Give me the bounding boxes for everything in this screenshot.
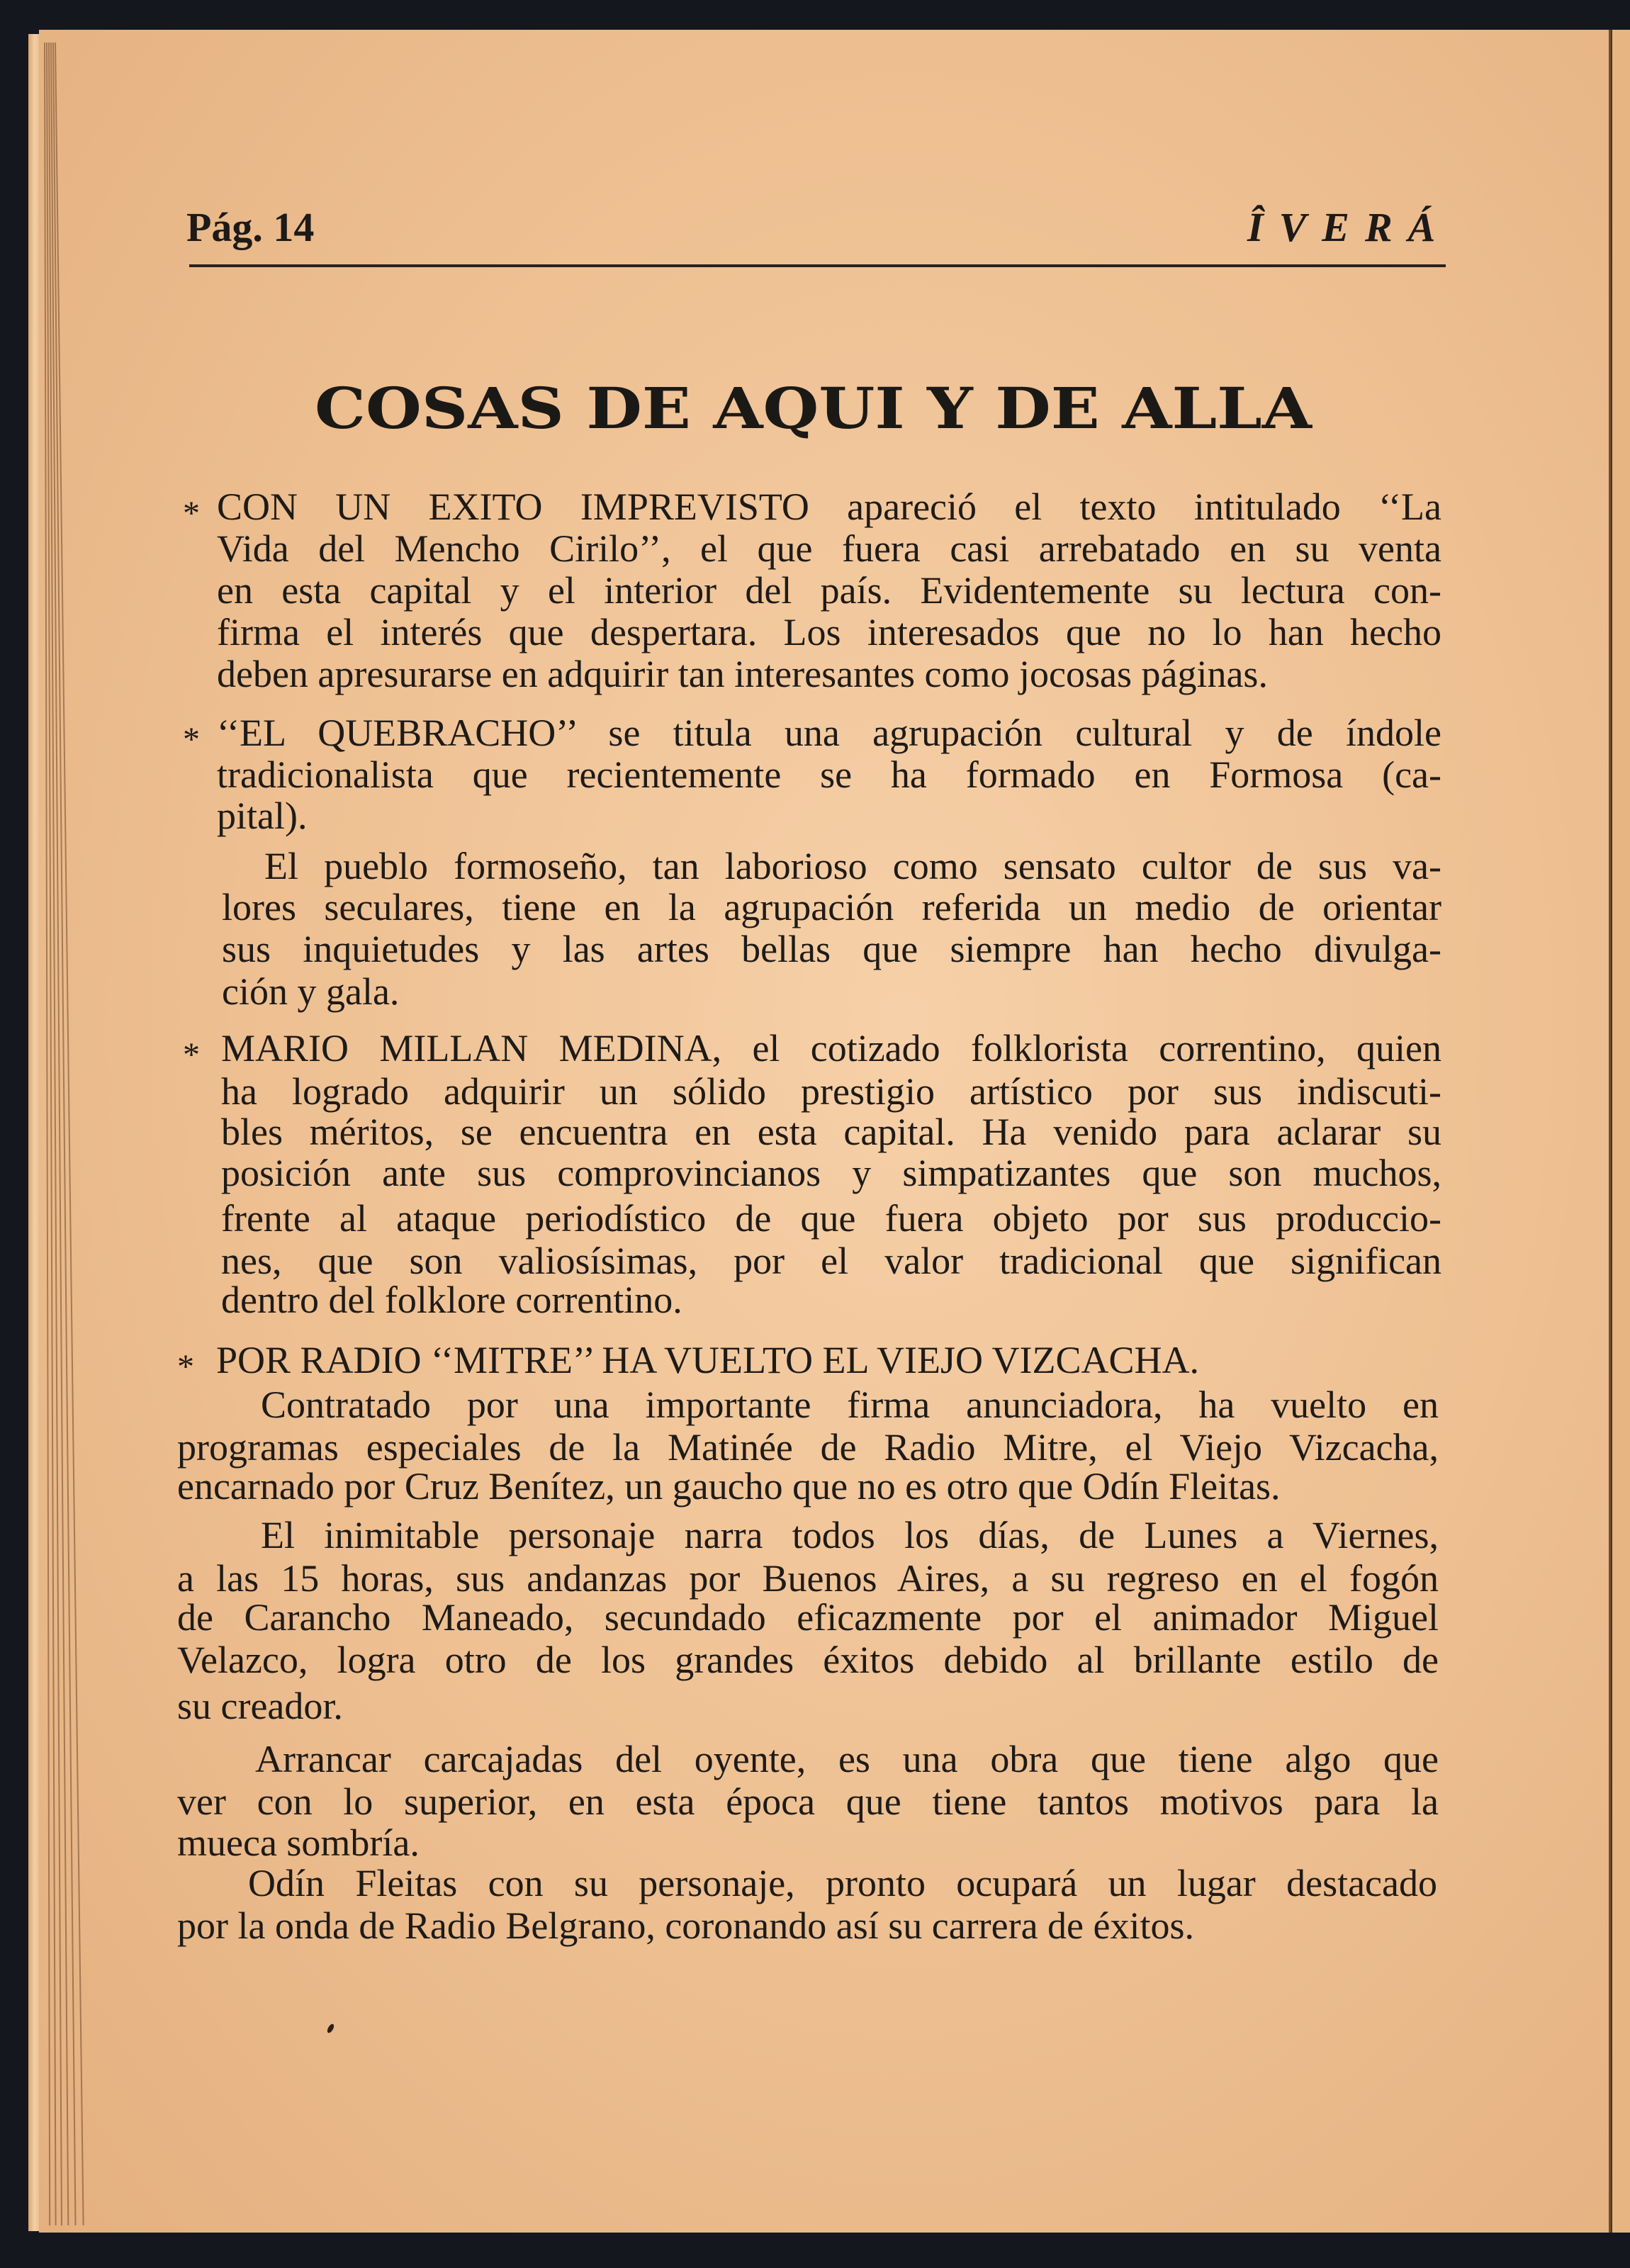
bullet-asterisk: * <box>183 495 200 532</box>
text-line <box>222 930 1441 968</box>
bullet-asterisk: * <box>177 1348 194 1386</box>
text-line-content: en esta capital y el interior del país. Evidentemente su lectura con- <box>217 569 1441 612</box>
text-line <box>177 1687 1439 1725</box>
text-line <box>216 1341 1439 1379</box>
text-line-content: MARIO MILLAN MEDINA, el cotizado folklorista correntino, quien <box>221 1027 1441 1070</box>
text-line <box>177 1465 1439 1508</box>
text-line-content: su creador. <box>177 1685 343 1727</box>
text-line <box>261 1383 1439 1426</box>
text-line <box>177 1598 1439 1637</box>
text-line-content: tradicionalista que recientemente se ha formado en Formosa (ca- <box>217 753 1441 796</box>
text-line-content: dentro del folklore correntino. <box>221 1279 682 1321</box>
text-line-content: Odín Fleitas con su personaje, pronto ocupará un lugar destacado <box>248 1862 1437 1904</box>
text-line-content: por la onda de Radio Belgrano, coronando así su carrera de éxitos. <box>177 1904 1195 1947</box>
text-line-content: CON UN EXITO IMPREVISTO apareció el texto intitulado ‘‘La <box>217 485 1441 528</box>
text-line-content: frente al ataque periodístico de que fuera objeto por sus produccio- <box>221 1197 1441 1240</box>
text-line-content: de Carancho Maneado, secundado eficazmente por el animador Miguel <box>177 1596 1439 1639</box>
text-line <box>177 1821 1439 1864</box>
text-line-content: El pueblo formoseño, tan laborioso como sensato cultor de sus va- <box>264 845 1441 887</box>
text-line <box>217 529 1441 568</box>
publication-title: ÎVERÁ <box>1247 204 1451 250</box>
text-line-content: ha logrado adquirir un sólido prestigio artístico por sus indiscuti- <box>221 1070 1441 1113</box>
text-line-content: nes, que son valiosísimas, por el valor tradicional que significan <box>221 1240 1441 1282</box>
text-line <box>177 1904 1437 1947</box>
text-line <box>217 797 1441 835</box>
text-line-content: lores seculares, tiene en la agrupación referida un medio de orientar <box>222 886 1441 928</box>
text-line-content: El inimitable personaje narra todos los días, de Lunes a Viernes, <box>261 1514 1439 1556</box>
text-line <box>177 1559 1439 1598</box>
text-line-content: pital). <box>217 795 308 837</box>
text-line <box>217 613 1441 651</box>
text-line <box>264 847 1441 885</box>
text-line <box>222 972 1441 1011</box>
text-line-content: Arrancar carcajadas del oyente, es una obra que tiene algo que <box>255 1738 1439 1780</box>
text-line-content: Vida del Mencho Cirilo’’, el que fuera casi arrebatado en su venta <box>217 527 1441 570</box>
text-line-content: programas especiales de la Matinée de Radio Mitre, el Viejo Vizcacha, <box>177 1426 1439 1469</box>
article-title-text: COSAS DE AQUI Y DE ALLA <box>315 375 1312 442</box>
text-line <box>217 571 1441 610</box>
text-line-content: mueca sombría. <box>177 1821 420 1864</box>
text-line-content: ción y gala. <box>222 970 400 1013</box>
text-line-content: sus inquietudes y las artes bellas que siempre han hecho divulga- <box>222 928 1441 970</box>
text-line-content: bles méritos, se encuentra en esta capital. Ha venido para aclarar su <box>221 1111 1441 1153</box>
text-line <box>217 753 1441 796</box>
text-line <box>221 1113 1441 1151</box>
text-line <box>217 485 1441 528</box>
text-line <box>221 1242 1441 1280</box>
text-line-content: Contratado por una importante firma anunciadora, ha vuelto en <box>261 1383 1439 1426</box>
text-line <box>255 1740 1439 1778</box>
bullet-asterisk: * <box>183 721 200 758</box>
text-line-content: ver con lo superior, en esta época que tiene tantos motivos para la <box>177 1780 1439 1823</box>
text-line-content: posición ante sus comprovincianos y simpatizantes que son muchos, <box>221 1152 1441 1194</box>
text-line-content: a las 15 horas, sus andanzas por Buenos Aires, a su regreso en el fogón <box>177 1557 1439 1600</box>
text-line <box>221 1197 1441 1240</box>
text-line <box>217 655 1441 693</box>
text-line <box>221 1027 1441 1070</box>
text-line <box>248 1864 1437 1902</box>
text-line <box>221 1281 1441 1319</box>
page-number: Pág. 14 <box>186 204 315 250</box>
bullet-asterisk: * <box>183 1036 200 1074</box>
text-line-content: firma el interés que despertara. Los interesados que no lo han hecho <box>217 611 1441 653</box>
text-line-content: POR RADIO ‘‘MITRE’’ HA VUELTO EL VIEJO VIZCACHA. <box>216 1339 1199 1381</box>
adjacent-page-edge <box>1612 30 1630 2233</box>
text-line <box>222 888 1441 926</box>
text-line <box>177 1641 1439 1679</box>
article-title <box>315 375 1312 442</box>
text-line-content: Velazco, logra otro de los grandes éxitos debido al brillante estilo de <box>177 1639 1439 1681</box>
text-line-content: ‘‘EL QUEBRACHO’’ se titula una agrupación cultural y de índole <box>217 712 1441 754</box>
text-line <box>217 714 1441 752</box>
text-line <box>261 1516 1439 1554</box>
text-line-content: encarnado por Cruz Benítez, un gaucho que no es otro que Odín Fleitas. <box>177 1465 1281 1508</box>
header-rule <box>189 264 1446 267</box>
text-line <box>177 1780 1439 1823</box>
text-line <box>221 1072 1441 1111</box>
text-line <box>177 1426 1439 1469</box>
text-line-content: deben apresurarse en adquirir tan interesantes como jocosas páginas. <box>217 653 1268 695</box>
text-line <box>221 1154 1441 1192</box>
